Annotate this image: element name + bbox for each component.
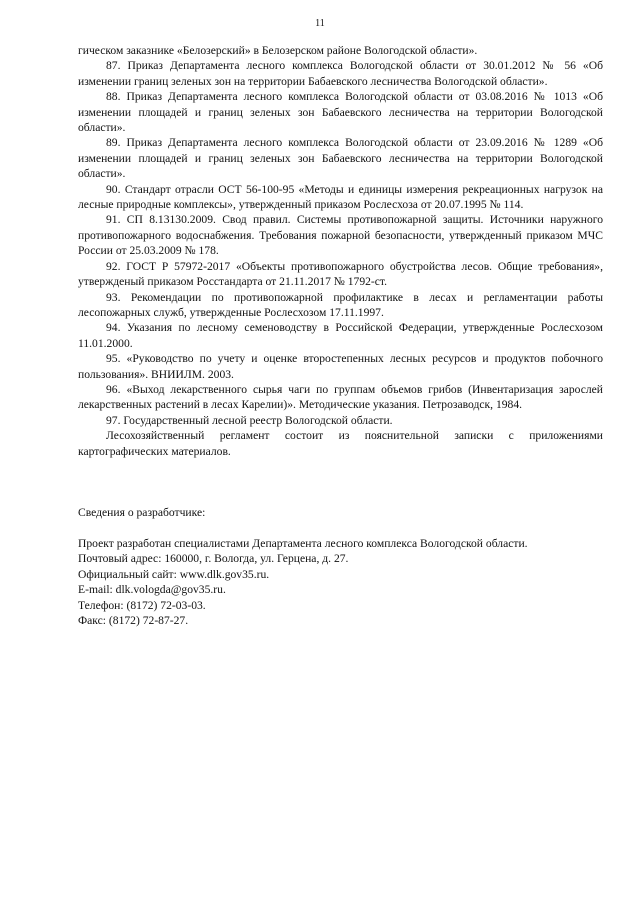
postal-address: Почтовый адрес: 160000, г. Вологда, ул. Герцена, д. 27. [78,552,349,566]
email-address: E-mail: dlk.vologda@gov35.ru. [78,583,226,597]
reference-item-86-continued: гическом заказнике «Белозерский» в Белозерском районе Вологодской области». [78,44,478,57]
fax-number: Факс: (8172) 72-87-27. [78,614,189,628]
reference-item-91: 91. СП 8.13130.2009. Свод правил. Системы противопожарной защиты. Источники наружного противопожарного водоснабжения. Требования пожарной безопасности, утвержденный приказом МЧС России от 25.03.2009 № 178. [78,213,603,258]
developer-description: Проект разработан специалистами Департамента лесного комплекса Вологодской области. [78,537,528,550]
developer-heading: Сведения о разработчике: [78,506,206,519]
reference-item-88: 88. Приказ Департамента лесного комплекса Вологодской области от 03.08.2016 № 1013 «Об изменении площадей и границ зеленых зон Бабаевского лесничества на территории Вологодской области». [78,90,603,135]
reference-item-93: 93. Рекомендации по противопожарной профилактике в лесах и регламентации работы лесопожарных служб, утвержденные Рослесхозом 17.11.1997. [78,290,603,319]
developer-info [78,536,603,628]
reference-item-94: 94. Указания по лесному семеноводству в Российской Федерации, утвержденные Рослесхозом 11.01.2000. [78,321,603,350]
regulation-structure-note: Лесохозяйственный регламент состоит из пояснительной записки с приложениями картографических материалов. [78,429,603,458]
reference-item-92: 92. ГОСТ Р 57972-2017 «Объекты противопожарного обустройства лесов. Общие требования», утвержденый приказом Росстандарта от 21.11.2017 № 1792-ст. [78,259,603,289]
reference-list [78,43,603,459]
phone-number: Телефон: (8172) 72-03-03. [78,598,206,612]
reference-item-89: 89. Приказ Департамента лесного комплекса Вологодской области от 23.09.2016 № 1289 «Об изменении площадей и границ зеленых зон Бабаевского лесничества на территории Вологодской области». [78,136,603,181]
official-website: Официальный сайт: www.dlk.gov35.ru. [78,567,270,581]
page-number: 11 [315,18,325,29]
reference-item-95: 95. «Руководство по учету и оценке второстепенных лесных ресурсов и продуктов побочного пользования». ВНИИЛМ. 2003. [78,352,603,381]
reference-item-90: 90. Стандарт отрасли ОСТ 56-100-95 «Методы и единицы измерения рекреационных нагрузок на лесные природные комплексы», утвержденный приказом Рослесхоза от 20.07.1995 № 114. [78,182,603,212]
reference-item-97: 97. Государственный лесной реестр Вологодской области. [106,413,393,427]
reference-item-87: 87. Приказ Департамента лесного комплекса Вологодской области от 30.01.2012 № 56 «Об изменении границ зеленых зон на территории Бабаевского лесничества Вологодской области». [78,59,603,88]
reference-item-96: 96. «Выход лекарственного сырья чаги по группам объемов грибов (Инвентаризация зарослей лекарственных растений в лесах Карелии)». Методические указания. Петрозаводск, 1984. [78,382,603,412]
